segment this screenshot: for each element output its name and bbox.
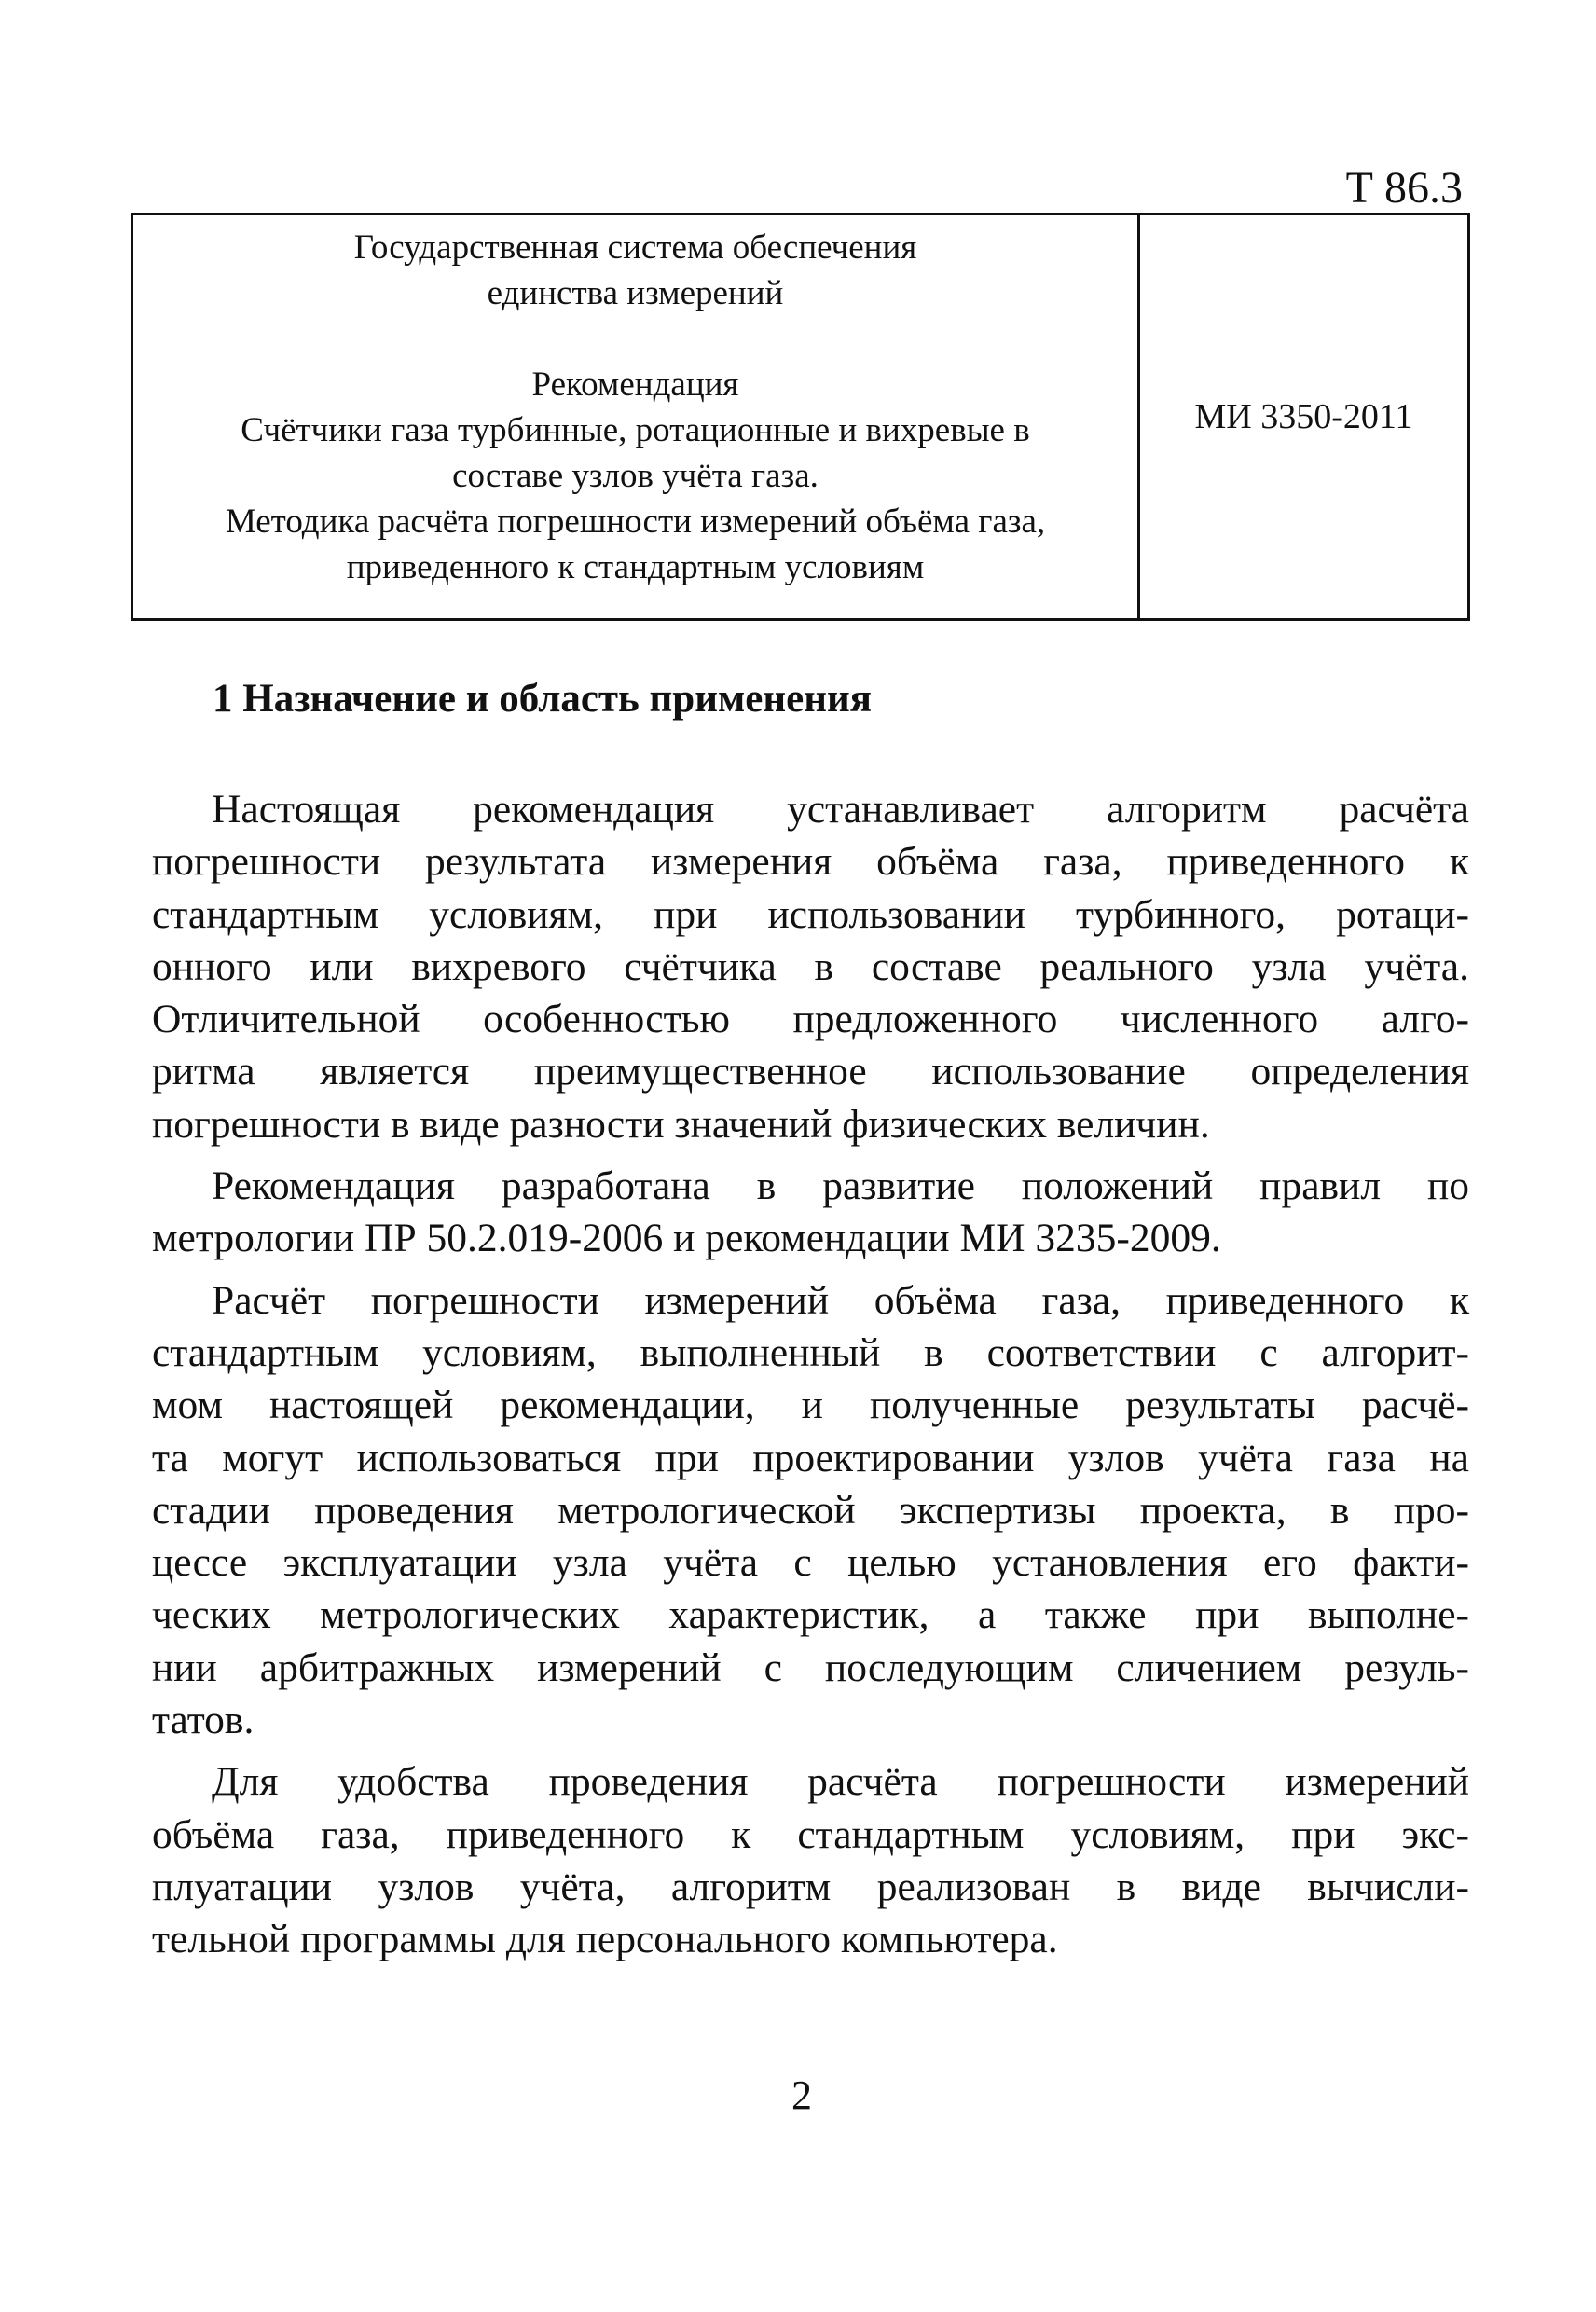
text-line: метрологии ПР 50.2.019-2006 и рекомендации МИ 3235-2009. — [152, 1216, 1221, 1261]
text-line: погрешности результата измерения объёма газа, приведенного к — [152, 839, 1469, 885]
header-line: единства измерений — [487, 274, 784, 312]
header-line: Методика расчёта погрешности измерений объёма газа, — [225, 502, 1046, 541]
header-gap — [133, 316, 1137, 362]
header-line: Рекомендация — [531, 365, 739, 404]
title-block-table — [131, 213, 1470, 621]
paragraph-gap — [152, 1265, 1469, 1274]
designation-text: МИ 3350-2011 — [1194, 397, 1413, 436]
text-line: Рекомендация разработана в развитие положений правил по — [212, 1163, 1469, 1209]
page-number: 2 — [791, 2072, 812, 2118]
text-line: стандартным условиям, выполненный в соответствии с алгорит- — [152, 1329, 1469, 1375]
text-line: та могут использоваться при проектировании узлов учёта газа на — [152, 1435, 1469, 1480]
title-block-description — [133, 215, 1140, 618]
text-line: цессе эксплуатации узла учёта с целью установления его факти- — [152, 1540, 1469, 1586]
text-line: татов. — [152, 1698, 255, 1743]
text-line: Для удобства проведения расчёта погрешности измерений — [212, 1759, 1469, 1805]
paragraph-gap — [152, 1150, 1469, 1160]
header-line: составе узлов учёта газа. — [452, 457, 819, 495]
header-line: Государственная система обеспечения — [353, 228, 917, 267]
paragraph-gap — [152, 1746, 1469, 1755]
text-line: Отличительной особенностью предложенного численного алго- — [152, 997, 1469, 1042]
text-line: объёма газа, приведенного к стандартным условиям, при экс- — [152, 1811, 1469, 1857]
text-line: плуатации узлов учёта, алгоритм реализован в виде вычисли- — [152, 1864, 1469, 1909]
text-line: мом настоящей рекомендации, и полученные результаты расчё- — [152, 1383, 1469, 1428]
text-line: стадии проведения метрологической экспертизы проекта, в про- — [152, 1487, 1469, 1533]
text-line: тельной программы для персонального компьютера. — [152, 1917, 1058, 1962]
header-line: Счётчики газа турбинные, ротационные и вихревые в — [241, 411, 1030, 449]
document-designation — [1140, 215, 1467, 618]
document-code: Т 86.3 — [1345, 163, 1463, 213]
text-line: стандартным условиям, при использовании турбинного, ротаци- — [152, 891, 1469, 937]
text-line: Расчёт погрешности измерений объёма газа, приведенного к — [212, 1277, 1469, 1323]
body-text — [152, 783, 1469, 1966]
text-line: нии арбитражных измерений с последующим сличением резуль- — [152, 1645, 1469, 1690]
text-line: погрешности в виде разности значений физических величин. — [152, 1101, 1210, 1147]
text-line: Настоящая рекомендация устанавливает алгоритм расчёта — [212, 787, 1469, 832]
header-line: приведенного к стандартным условиям — [346, 548, 925, 586]
section-title: 1 Назначение и область применения — [213, 677, 873, 721]
text-line: онного или вихревого счётчика в составе реального узла учёта. — [152, 943, 1469, 989]
text-line: ческих метрологических характеристик, а также при выполне- — [152, 1592, 1469, 1638]
text-line: ритма является преимущественное использование определения — [152, 1049, 1469, 1094]
